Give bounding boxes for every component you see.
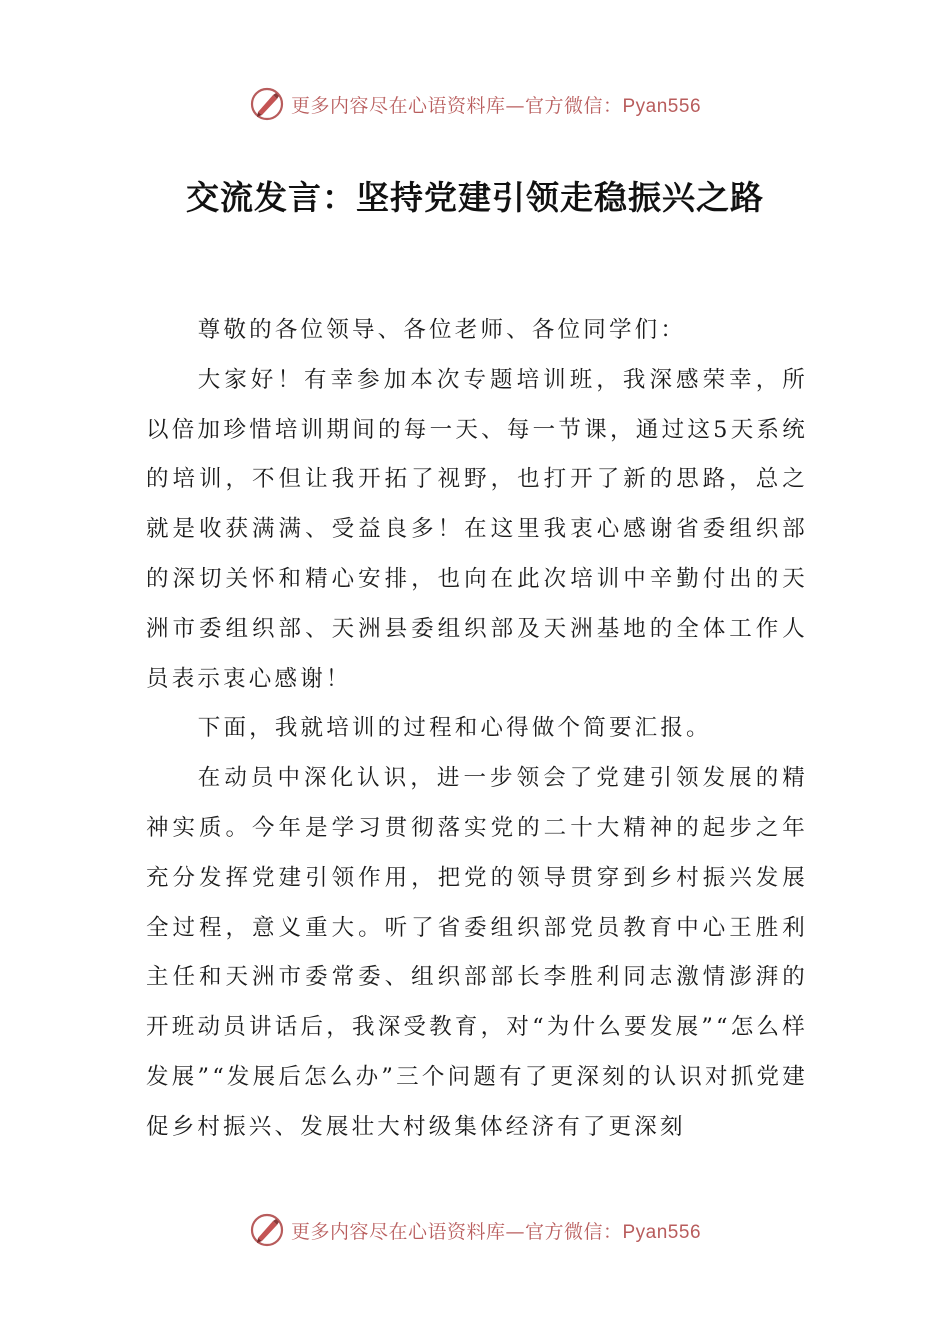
banner-text	[291, 91, 701, 118]
banner-wechat-id: Pyan556	[622, 1221, 702, 1243]
salutation-paragraph: 尊敬的各位领导、各位老师、各位同学们：	[197, 317, 687, 343]
body-paragraph: 在动员中深化认识，进一步领会了党建引领发展的精神实质。今年是学习贯彻落实党的二十大精神的起步之年充分发挥党建引领作用，把党的领导贯穿到乡村振兴发展全过程，意义重大。听了省委组织部党员教育中心王胜利主任和天洲市委常委、组织部部长李胜利同志激情澎湃的开班动员讲话后，我深受教育，对“为什么要发展”“怎么样发展”“发展后怎么办”三个问题有了更深刻的认识对抓党建促乡村振兴、发展壮大村级集体经济有了更深刻	[146, 765, 808, 1140]
footer-banner	[0, 1210, 950, 1250]
document-body	[146, 306, 808, 1153]
body-paragraph: 下面，我就培训的过程和心得做个简要汇报。	[197, 715, 712, 742]
banner-slogan: 更多内容尽在心语资料库—官方微信：	[290, 94, 623, 117]
banner-wechat-id: Pyan556	[622, 95, 702, 117]
banner-slogan: 更多内容尽在心语资料库—官方微信：	[290, 1220, 623, 1243]
body-paragraph: 大家好！有幸参加本次专题培训班，我深感荣幸，所以倍加珍惜培训期间的每一天、每一节课，通过这5天系统的培训，不但让我开拓了视野，也打开了新的思路，总之就是收获满满、受益良多！在这里我衷心感谢省委组织部的深切关怀和精心安排，也向在此次培训中辛勤付出的天洲市委组织部、天洲县委组织部及天洲基地的全体工作人员表示衷心感谢！	[146, 366, 808, 692]
pen-logo-icon	[249, 1212, 285, 1248]
banner-text	[291, 1217, 701, 1244]
document-title: 交流发言：坚持党建引领走稳振兴之路	[186, 178, 764, 217]
header-banner	[0, 84, 950, 124]
pen-logo-icon	[249, 86, 285, 122]
